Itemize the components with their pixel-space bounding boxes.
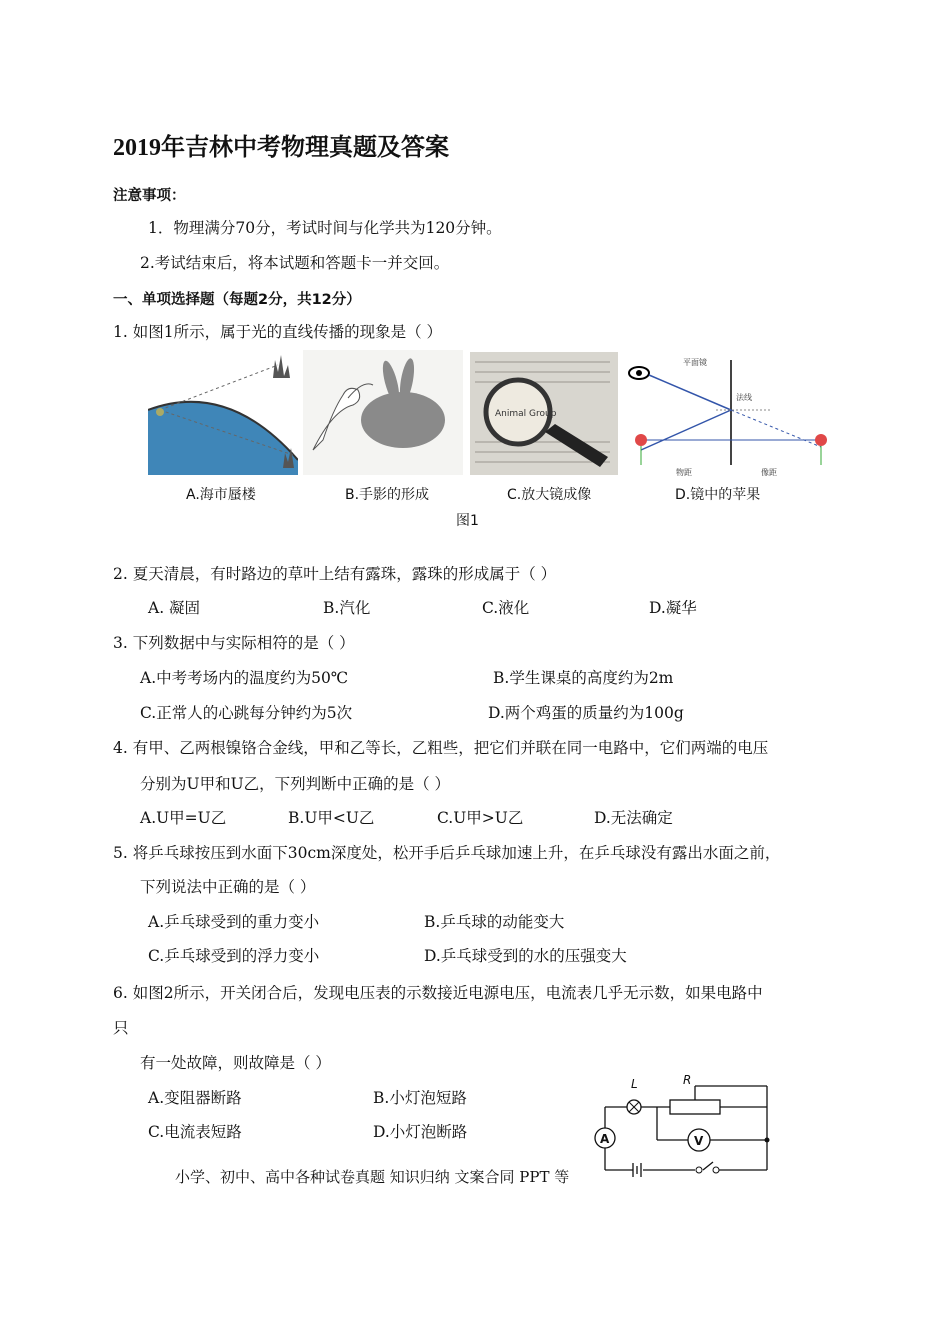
normal-label: 法线 [736,393,752,402]
question-6-option-d: D.小灯泡断路 [373,1123,468,1141]
question-4-option-a: A.U甲=U乙 [140,809,227,827]
figure-1 [148,350,838,530]
question-6-stem-line-1: 6. 如图2所示，开关闭合后，发现电压表的示数接近电源电压，电流表几乎无示数，如果电路中 [113,984,763,1002]
mirror-diagram [621,355,836,477]
section-heading: 一、单项选择题（每题2分，共12分） [113,292,361,308]
question-6-option-a: A.变阻器断路 [148,1089,242,1107]
question-5-option-a: A.乒乓球受到的重力变小 [148,913,320,931]
question-6-option-c: C.电流表短路 [148,1123,242,1141]
notice-item-2: 2.考试结束后，将本试题和答题卡一并交回。 [140,254,450,272]
page-title: 2019年吉林中考物理真题及答案 [113,135,449,161]
question-5-option-d: D.乒乓球受到的水的压强变大 [424,947,627,965]
question-6-stem-line-3: 有一处故障，则故障是（ ） [140,1054,331,1072]
question-3-option-a: A.中考考场内的温度约为50℃ [140,669,349,687]
question-4-stem-line-2: 分别为U甲和U乙，下列判断中正确的是（ ） [140,775,451,793]
question-3-stem: 3. 下列数据中与实际相符的是（ ） [113,634,355,652]
question-4-option-b: B.U甲<U乙 [288,809,375,827]
caption-d: D.镜中的苹果 [675,487,761,503]
question-5-option-b: B.乒乓球的动能变大 [424,913,565,931]
question-1-stem: 1. 如图1所示，属于光的直线传播的现象是（ ） [113,323,443,341]
image-distance-label: 像距 [761,468,777,477]
lamp-label: L [631,1077,638,1091]
question-5-stem-line-1: 5. 将乒乓球按压到水面下30cm深度处，松开手后乒乓球加速上升，在乒乓球没有露出水面之前， [113,844,781,862]
question-2-stem: 2. 夏天清晨，有时路边的草叶上结有露珠，露珠的形成属于（ ） [113,565,557,583]
magnifier-illustration [470,352,618,475]
caption-c: C.放大镜成像 [507,487,592,503]
question-2-option-d: D.凝华 [649,599,697,617]
question-6-option-b: B.小灯泡短路 [373,1089,467,1107]
object-distance-label: 物距 [676,468,692,477]
mirror-label: 平面镜 [683,358,707,367]
question-3-option-c: C.正常人的心跳每分钟约为5次 [140,704,353,722]
notice-item-1: 1．物理满分70分，考试时间与化学共为120分钟。 [148,219,502,237]
figure-1-label: 图1 [456,513,479,529]
notice-heading: 注意事项： [113,188,186,204]
footer-text: 小学、初中、高中各种试卷真题 知识归纳 文案合同 PPT 等 [175,1168,570,1186]
question-3-option-b: B.学生课桌的高度约为2m [493,669,674,687]
question-4-option-d: D.无法确定 [594,809,673,827]
ammeter-label: A [600,1132,610,1146]
question-4-stem-line-1: 4. 有甲、乙两根镍铬合金线，甲和乙等长，乙粗些，把它们并联在同一电路中，它们两端的电压 [113,739,769,757]
caption-b: B.手影的形成 [345,487,430,503]
caption-a: A.海市蜃楼 [186,487,256,503]
mirage-illustration [148,350,298,475]
voltmeter-label: V [694,1134,704,1148]
rheostat-label: R [683,1073,692,1087]
hand-shadow-illustration [303,350,463,475]
question-2-option-b: B.汽化 [323,599,371,617]
question-2-option-c: C.液化 [482,599,530,617]
question-5-stem-line-2: 下列说法中正确的是（ ） [140,878,316,896]
magnifier-text: Animal Group [495,409,557,419]
question-2-option-a: A. 凝固 [148,599,201,617]
question-4-option-c: C.U甲>U乙 [437,809,524,827]
question-5-option-c: C.乒乓球受到的浮力变小 [148,947,320,965]
question-3-option-d: D.两个鸡蛋的质量约为100g [488,704,684,722]
question-6-stem-line-2: 只 [113,1019,129,1037]
circuit-diagram [585,1072,775,1177]
